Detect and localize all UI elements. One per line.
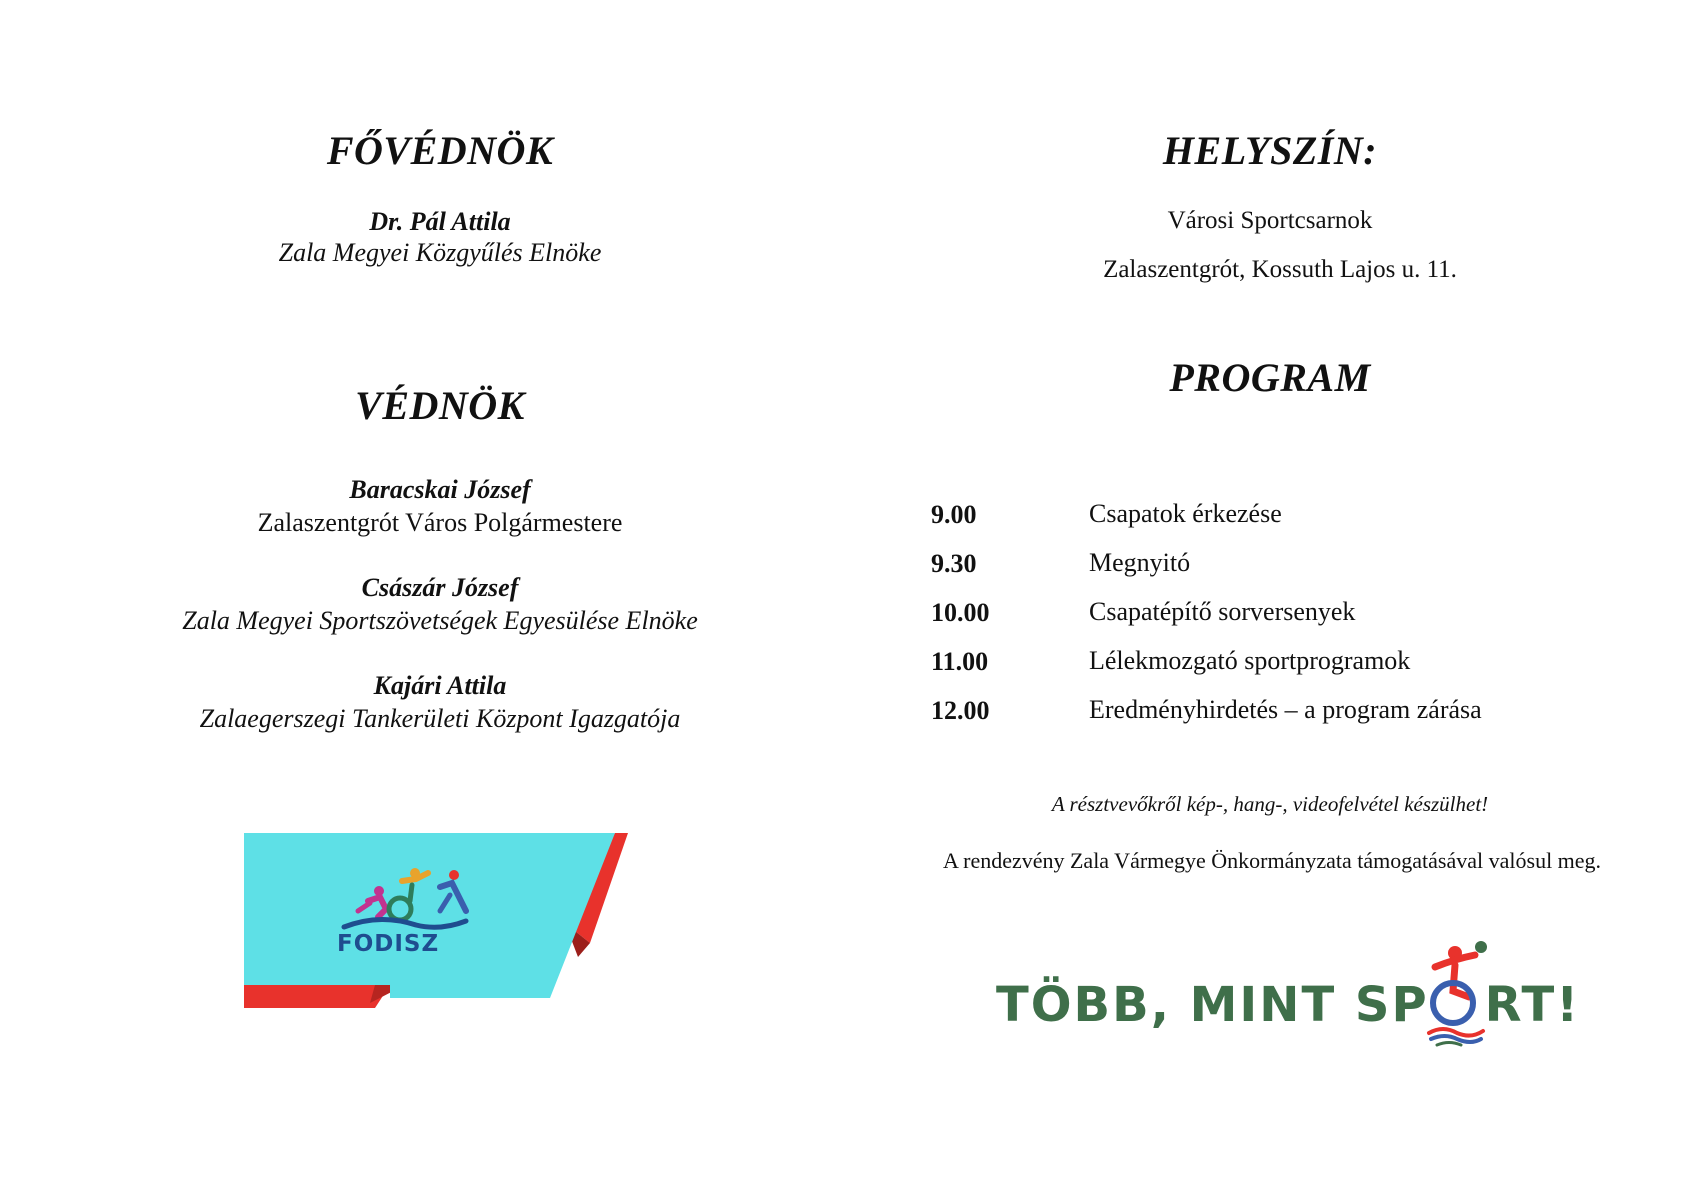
patron-1-role: Zalaszentgrót Város Polgármestere [257,508,623,537]
program-desc: Lélekmozgató sportprogramok [1089,646,1411,675]
patron-name: Dr. Pál Attila [369,207,511,236]
venue-name: Városi Sportcsarnok [1167,207,1373,234]
program-desc: Csapatépítő sorversenyek [1089,597,1356,626]
patron-role: Zala Megyei Közgyűlés Elnöke [278,238,602,267]
program-time: 11.00 [931,647,989,676]
venue-address: Zalaszentgrót, Kossuth Lajos u. 11. [1103,256,1457,283]
patrons-heading: VÉDNÖK [355,383,525,428]
program-heading: PROGRAM [1169,355,1371,400]
patron-1-name: Baracskai József [349,475,531,504]
support-note: A rendezvény Zala Vármegye Önkormányzata támogatásával valósul meg. [942,848,1602,873]
patron-2-name: Császár József [361,573,519,602]
program-desc: Csapatok érkezése [1089,499,1282,528]
slogan [996,973,1580,1033]
program-time: 12.00 [931,696,990,725]
wheelchair-athlete-icon [1429,973,1485,1029]
slogan-text-end: RT! [1484,977,1581,1033]
patron-2-role: Zala Megyei Sportszövetségek Egyesülése Elnöke [182,606,698,635]
fodisz-logo-graphic [240,833,640,1013]
program-time: 10.00 [931,598,990,627]
fodisz-logo [240,833,640,1013]
patron-3-name: Kajári Attila [373,671,507,700]
program-time: 9.00 [931,500,977,529]
fodisz-logo-text: FODISZ [337,931,440,957]
program-time: 9.30 [931,549,977,578]
program-desc: Eredményhirdetés – a program zárása [1089,695,1482,724]
slogan-text-start: TÖBB, MINT SP [996,977,1429,1033]
media-note: A résztvevőkről kép-, hang-, videofelvétel készülhet! [1051,792,1489,816]
patron-3-role: Zalaegerszegi Tankerületi Központ Igazgatója [199,704,681,733]
patron-heading: FŐVÉDNÖK [326,128,554,173]
venue-heading: HELYSZÍN: [1162,128,1378,173]
program-desc: Megnyitó [1089,548,1191,577]
